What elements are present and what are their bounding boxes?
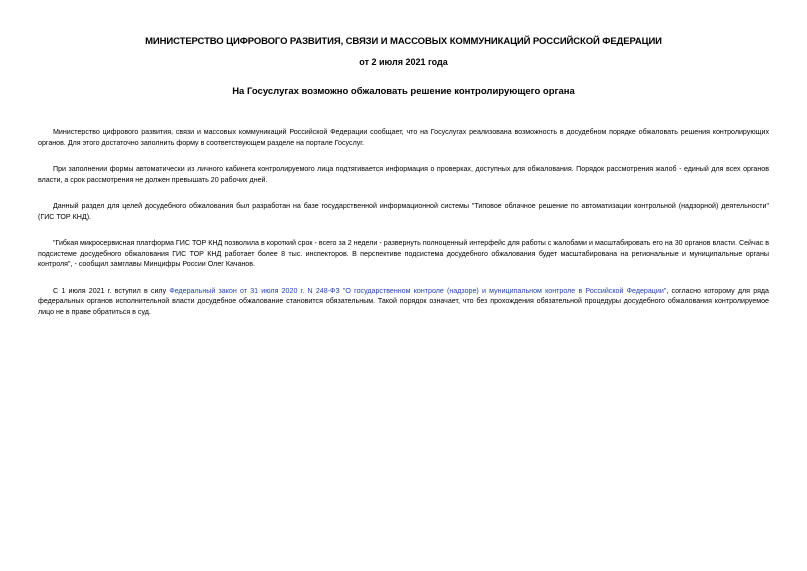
ministry-heading: МИНИСТЕРСТВО ЦИФРОВОГО РАЗВИТИЯ, СВЯЗИ И МАССОВЫХ КОММУНИКАЦИЙ РОССИЙСКОЙ ФЕДЕРАЦИИ <box>145 36 662 47</box>
law-outro-text: , согласно которому для ряда федеральных органов исполнительной власти досудебное обжалование становится обязательным. Такой порядок означает, что без прохождения обязательной процедуры досудебного обжалования контролируемое лицо не в праве обратиться в суд. <box>38 286 769 316</box>
document-date: от 2 июля 2021 года <box>359 57 448 67</box>
federal-law-link[interactable]: Федеральный закон от 31 июля 2020 г. N 248-ФЗ "О государственном контроле (надзоре) и муниципальном контроле в Российской Федерации" <box>169 286 667 295</box>
paragraph: Министерство цифрового развития, связи и массовых коммуникаций Российской Федерации сообщает, что на Госуслугах реализована возможность в досудебном порядке обжаловать решения контролирующих органов. Для этого достаточно заполнить форму в соответствующем разделе на портале Госуслуг. <box>38 128 769 147</box>
document-title: На Госуслугах возможно обжаловать решение контролирующего органа <box>232 86 575 97</box>
paragraph: При заполнении формы автоматически из личного кабинета контролируемого лица подтягивается информация о проверках, доступных для обжалования. Порядок рассмотрения жалоб - единый для всех органов власти, а срок рассмотрения не должен превышать 20 рабочих дней. <box>38 165 769 184</box>
document-body <box>38 127 769 333</box>
paragraph: "Гибкая микросервисная платформа ГИС ТОР КНД позволила в короткий срок - всего за 2 недели - развернуть полноценный интерфейс для работы с жалобами и масштабировать его на 30 органов власти. Сейчас в подсистеме досудебного обжалования ГИС ТОР КНД работает более 8 тыс. инспекторов. В перспективе подсистема досудебного обжалования будет масштабирована на региональные и муниципальные органы контроля", - сообщил замглавы Минцифры России Олег Качанов. <box>38 239 769 268</box>
paragraph: Данный раздел для целей досудебного обжалования был разработан на базе государственной информационной системы "Типовое облачное решение по автоматизации контрольной (надзорной) деятельности" (ГИС ТОР КНД). <box>38 202 769 221</box>
paragraph-law <box>38 286 769 318</box>
law-intro-text: С 1 июля 2021 г. вступил в силу <box>53 286 170 295</box>
